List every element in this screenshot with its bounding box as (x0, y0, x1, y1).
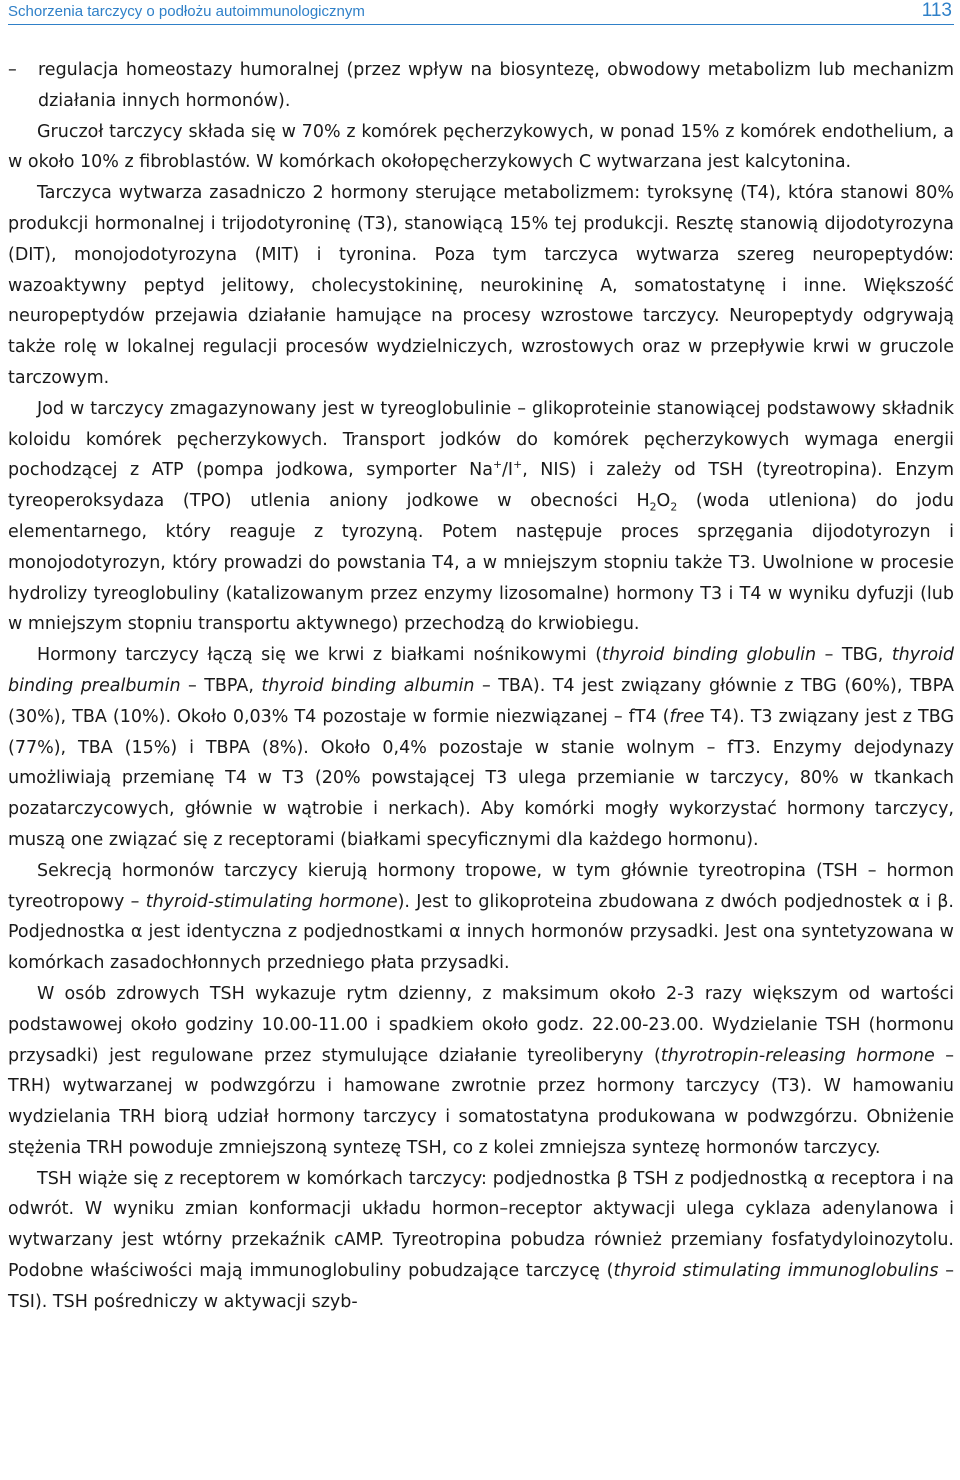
paragraph-binding-proteins (8, 640, 954, 856)
paragraph-hormones (8, 178, 954, 394)
paragraph-text: /I (502, 460, 514, 481)
paragraph-text: Tarczyca wytwarza zasadniczo 2 hormony sterujące metabolizmem: tyroksynę (T4), która stanowi 80% produkcji hormonalnej i trijodotyroninę (T3), stanowiącą 15% tej produkcji. Resztę stanowią dijodotyrozyna (DIT), monojodotyrozyna (MIT) i tyronina. Poza tym tarczyca wytwarza szereg neuropeptydów: wazoaktywny peptyd jelitowy, cholecystokininę, neurokininę A, somatostatynę i inne. Większość neuropeptydów przejawia działanie hamujące na procesy wzrostowe tarczycy. Neuropeptydy odgrywają także rolę w lokalnej regulacji procesów wydzielniczych, wzrostowych oraz w przepływie krwi w gruczole tarczowym. (8, 183, 954, 388)
paragraph-text: TSH wiąże się z receptorem w komórkach tarczycy: podjednostka β TSH z podjednostką α receptora i na odwrót. W wyniku zmian konformacji układu hormon–receptor aktywacji ulega cyklaza adenylanowa i wytwarzany jest wtórny przekaźnik cAMP. Tyreotropina pobudza również przemiany fosfatydyloinozytolu. Podobne właściwości mają immunoglobuliny pobudzające tarczycę ( (8, 1168, 954, 1282)
paragraph-tsh-receptor (8, 1164, 954, 1318)
paragraph-text: regulacja homeostazy humoralnej (przez wpływ na biosyntezę, obwodowy metabolizm lub mechanizm działania innych hormonów). (38, 60, 954, 111)
paragraph-tsh-secretion (8, 856, 954, 979)
superscript: + (513, 458, 523, 472)
paragraph-text: (woda utleniona) do jodu elementarnego, który reaguje z tyrozyną. Potem następuje proces sprzęgania dijodotyrozyn i monojodotyrozyn, który prowadzi do powstania T4, a w mniejszym stopniu także T3. Uwolnione w procesie hydrolizy tyreoglobuliny (katalizowanym przez enzymy lizosomalne) hormony T3 i T4 w wyniku dyfuzji (lub w mniejszym stopniu transportu aktywnego) przechodzą do krwiobiegu. (8, 491, 954, 635)
italic-term: thyrotropin-releasing hormone (660, 1045, 935, 1066)
paragraph-text: Jod w tarczycy zmagazynowany jest w tyreoglobulinie – glikoproteinie stanowiącej podstawowy składnik koloidu komórek pęcherzykowych. Transport jodków do komórek pęcherzykowych wymaga energii pochodzącej z ATP (pompa jodkowa, symporter Na (8, 398, 954, 481)
paragraph-text: – TBG, (816, 645, 892, 666)
paragraph-text: – TRH) wytwarzanej w podwzgórzu i hamowane zwrotnie przez hormony tarczycy (T3). W hamowaniu wydzielania TRH biorą udział hormony tarczycy i somatostatyna produkowana w podwzgórzu. Obniżenie stężenia TRH powoduje zmniejszoną syntezę TSH, co z kolei zmniejsza syntezę hormonów tarczycy. (8, 1045, 954, 1158)
subscript: 2 (670, 500, 678, 514)
paragraph-thyroid-composition (8, 117, 954, 179)
subscript: 2 (649, 500, 657, 514)
paragraph-text: – TBPA, (180, 675, 262, 696)
paragraph-text: ). Jest to glikoproteina zbudowana z dwóch podjednostek α i β. Podjednostka α jest identyczna z podjednostkami α innych hormonów przysadki. Jest ona syntetyzowana w komórkach zasadochłonnych przedniego płata przysadki. (8, 891, 954, 974)
paragraph-text: Gruczoł tarczycy składa się w 70% z komórek pęcherzykowych, w ponad 15% z komórek endothelium, a w około 10% z fibroblastów. W komórkach okołopęcherzykowych C wytwarzana jest kalcytonina. (8, 121, 954, 173)
paragraph-tsh-rhythm (8, 979, 954, 1164)
paragraph-text: Sekrecją hormonów tarczycy kierują hormony tropowe, w tym głównie tyreotropina (TSH – hormon tyreotropowy – (8, 860, 954, 912)
italic-term: thyroid binding prealbumin (8, 645, 954, 696)
paragraph-text: , NIS) i zależy od TSH (tyreotropina). Enzym tyreoperoksydaza (TPO) utlenia aniony jodkowe w obecności H (8, 460, 955, 512)
running-title: Schorzenia tarczycy o podłożu autoimmunologicznym (8, 3, 365, 20)
body-text (8, 55, 954, 1318)
superscript: + (492, 458, 503, 472)
italic-term: free (669, 706, 705, 727)
list-dash: – (8, 60, 17, 80)
italic-term: thyroid stimulating immunoglobulins (613, 1261, 939, 1282)
italic-term: thyroid binding albumin (261, 675, 475, 696)
list-item-regulation (8, 55, 954, 117)
page-number: 113 (921, 0, 952, 21)
paragraph-text: T4). T3 związany jest z TBG (77%), TBA (15%) i TBPA (8%). Około 0,4% pozostaje w stanie wolnym – fT3. Enzymy dejodynazy umożliwiają przemianę T4 w T3 (20% powstającej T3 ulega przemianie w tarczycy, 80% w tkankach pozatarczycowych, głównie w wątrobie i nerkach). Aby komórki mogły wykorzystać hormony tarczycy, muszą one związać się z receptorami (białkami specyficznymi dla każdego hormonu). (8, 706, 954, 850)
paragraph-text: W osób zdrowych TSH wykazuje rytm dzienny, z maksimum około 2-3 razy większym od wartości podstawowej około godziny 10.00-11.00 i spadkiem około godz. 22.00-23.00. Wydzielanie TSH (hormonu przysadki) jest regulowane przez stymulujące działanie tyreoliberyny ( (8, 983, 954, 1066)
paragraph-text: – TBA). T4 jest związany głównie z TBG (60%), TBPA (30%), TBA (10%). Około 0,03% T4 pozostaje w formie niezwiązanej – fT4 ( (8, 675, 955, 727)
running-header (8, 0, 954, 25)
paragraph-text: – TSI). TSH pośredniczy w aktywacji szyb- (8, 1261, 954, 1312)
paragraph-iodine (8, 394, 954, 640)
italic-term: thyroid binding globulin (602, 645, 817, 666)
paragraph-text: Hormony tarczycy łączą się we krwi z białkami nośnikowymi ( (37, 645, 603, 666)
paragraph-text: O (656, 491, 671, 512)
italic-term: thyroid-stimulating hormone (145, 891, 398, 912)
